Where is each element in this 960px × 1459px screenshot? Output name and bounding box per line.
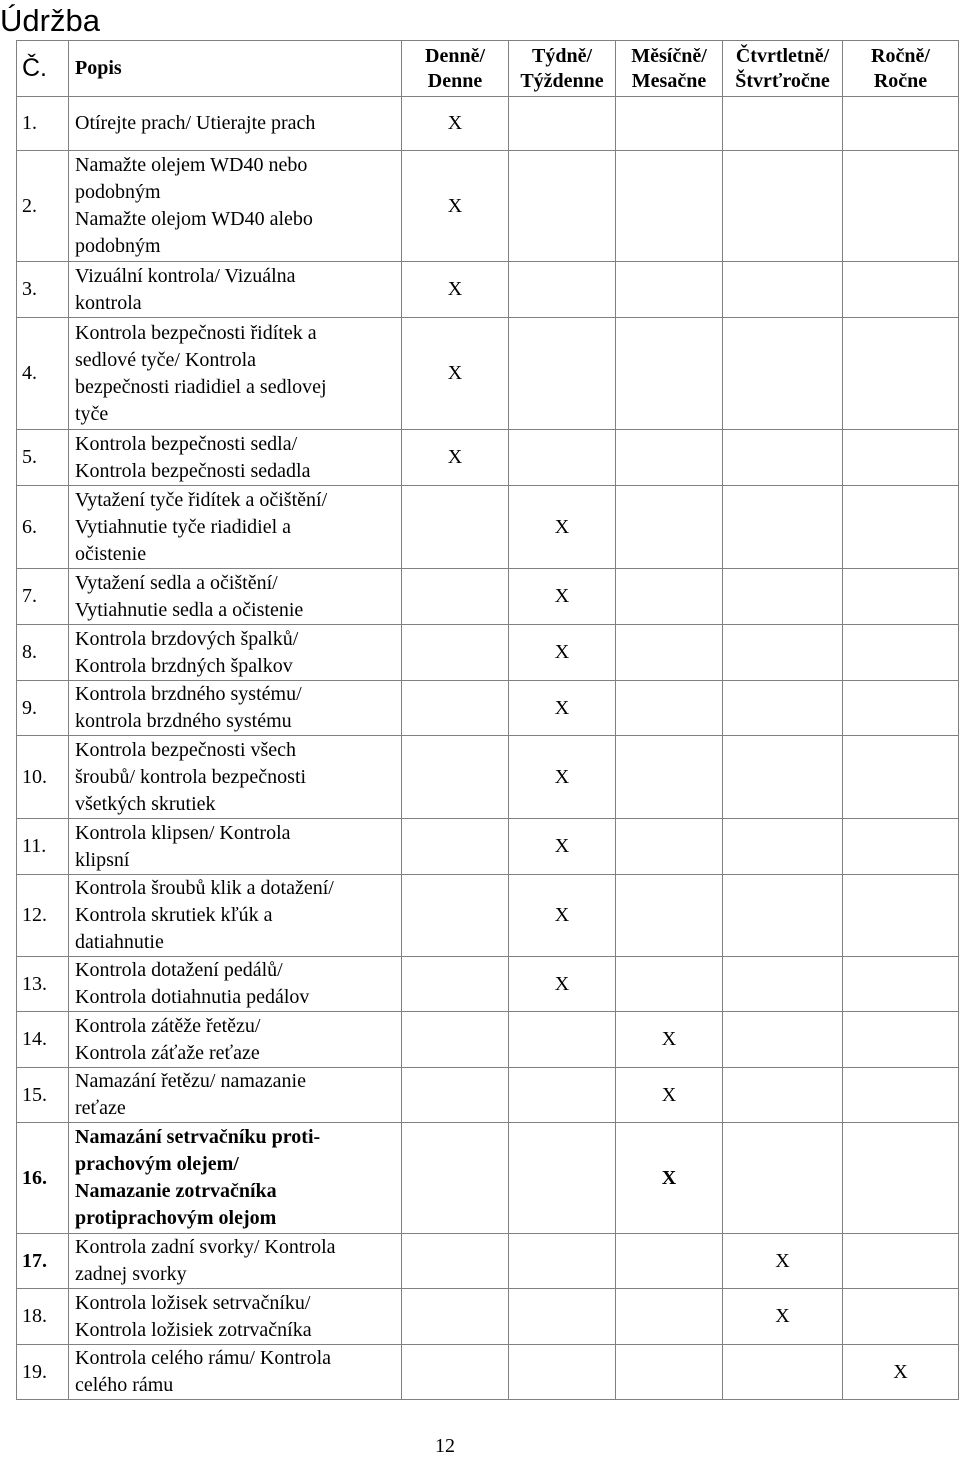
row-number: 13. <box>17 957 69 1012</box>
mark-weekly: X <box>509 957 616 1012</box>
row-description: Kontrola dotažení pedálů/ Kontrola dotiahnutia pedálov <box>69 957 402 1012</box>
row-description: Kontrola klipsen/ Kontrola klipsní <box>69 819 402 875</box>
row-number: 9. <box>17 681 69 736</box>
row-description: Kontrola ložisek setrvačníku/ Kontrola ložisiek zotrvačníka <box>69 1289 402 1345</box>
row-number: 17. <box>17 1234 69 1289</box>
mark-quarterly <box>723 681 843 736</box>
mark-daily <box>402 875 509 957</box>
row-description: Kontrola brzdného systému/ kontrola brzdného systému <box>69 681 402 736</box>
mark-quarterly <box>723 430 843 486</box>
mark-weekly <box>509 1345 616 1400</box>
mark-quarterly <box>723 1012 843 1068</box>
mark-quarterly <box>723 875 843 957</box>
table-row <box>17 681 959 736</box>
mark-monthly <box>616 97 723 151</box>
row-description: Kontrola bezpečnosti sedla/ Kontrola bezpečnosti sedadla <box>69 430 402 486</box>
mark-monthly <box>616 681 723 736</box>
table-row <box>17 151 959 262</box>
mark-daily <box>402 486 509 569</box>
mark-monthly: X <box>616 1012 723 1068</box>
mark-daily <box>402 736 509 819</box>
mark-yearly <box>843 1234 959 1289</box>
table-row <box>17 1234 959 1289</box>
mark-quarterly <box>723 318 843 430</box>
mark-yearly <box>843 1068 959 1123</box>
mark-yearly <box>843 318 959 430</box>
mark-daily <box>402 1345 509 1400</box>
mark-daily <box>402 569 509 625</box>
header-yearly: Ročně/ Ročne <box>843 41 959 97</box>
row-number: 16. <box>17 1123 69 1234</box>
mark-daily <box>402 625 509 681</box>
mark-weekly <box>509 1289 616 1345</box>
mark-monthly <box>616 430 723 486</box>
mark-monthly <box>616 569 723 625</box>
mark-daily: X <box>402 318 509 430</box>
mark-weekly: X <box>509 486 616 569</box>
mark-weekly: X <box>509 569 616 625</box>
table-row <box>17 1123 959 1234</box>
mark-quarterly <box>723 957 843 1012</box>
mark-monthly <box>616 486 723 569</box>
mark-yearly <box>843 1012 959 1068</box>
table-row <box>17 875 959 957</box>
mark-monthly <box>616 262 723 318</box>
row-number: 2. <box>17 151 69 262</box>
mark-daily <box>402 819 509 875</box>
table-row <box>17 1012 959 1068</box>
mark-quarterly <box>723 151 843 262</box>
mark-weekly: X <box>509 625 616 681</box>
page-title: Údržba <box>0 3 100 38</box>
mark-quarterly: X <box>723 1289 843 1345</box>
row-number: 4. <box>17 318 69 430</box>
header-quarterly: Čtvrtletně/ Štvrťročne <box>723 41 843 97</box>
row-number: 8. <box>17 625 69 681</box>
mark-quarterly <box>723 569 843 625</box>
mark-monthly <box>616 1234 723 1289</box>
mark-quarterly <box>723 819 843 875</box>
row-number: 14. <box>17 1012 69 1068</box>
table-row <box>17 819 959 875</box>
table-body <box>17 97 959 1400</box>
mark-weekly <box>509 151 616 262</box>
row-number: 6. <box>17 486 69 569</box>
mark-weekly <box>509 318 616 430</box>
row-number: 3. <box>17 262 69 318</box>
mark-weekly <box>509 262 616 318</box>
mark-monthly: X <box>616 1123 723 1234</box>
row-description: Namazání řetězu/ namazanie reťaze <box>69 1068 402 1123</box>
mark-monthly <box>616 151 723 262</box>
table-row <box>17 430 959 486</box>
mark-monthly <box>616 957 723 1012</box>
mark-yearly <box>843 1123 959 1234</box>
row-description: Otírejte prach/ Utierajte prach <box>69 97 402 151</box>
mark-yearly <box>843 430 959 486</box>
mark-weekly <box>509 1123 616 1234</box>
header-daily: Denně/ Denne <box>402 41 509 97</box>
table-row <box>17 1345 959 1400</box>
maintenance-table <box>16 40 959 1400</box>
mark-monthly <box>616 736 723 819</box>
mark-monthly <box>616 625 723 681</box>
mark-weekly <box>509 430 616 486</box>
mark-quarterly <box>723 1123 843 1234</box>
row-description: Kontrola zátěže řetězu/ Kontrola záťaže reťaze <box>69 1012 402 1068</box>
row-number: 11. <box>17 819 69 875</box>
table-row <box>17 736 959 819</box>
table-row <box>17 1289 959 1345</box>
row-number: 7. <box>17 569 69 625</box>
row-number: 10. <box>17 736 69 819</box>
row-description: Kontrola zadní svorky/ Kontrola zadnej svorky <box>69 1234 402 1289</box>
row-description: Kontrola brzdových špalků/ Kontrola brzdných špalkov <box>69 625 402 681</box>
table-row <box>17 262 959 318</box>
mark-weekly <box>509 1234 616 1289</box>
mark-weekly <box>509 1068 616 1123</box>
mark-weekly: X <box>509 819 616 875</box>
row-description: Kontrola celého rámu/ Kontrola celého rámu <box>69 1345 402 1400</box>
row-description: Vytažení sedla a očištění/ Vytiahnutie sedla a očistenie <box>69 569 402 625</box>
row-number: 19. <box>17 1345 69 1400</box>
mark-quarterly <box>723 1345 843 1400</box>
table-row <box>17 957 959 1012</box>
mark-yearly <box>843 625 959 681</box>
mark-yearly <box>843 957 959 1012</box>
mark-monthly <box>616 318 723 430</box>
mark-quarterly <box>723 262 843 318</box>
row-number: 12. <box>17 875 69 957</box>
mark-daily: X <box>402 430 509 486</box>
row-description: Namazání setrvačníku proti- prachovým olejem/ Namazanie zotrvačníka protiprachovým olejom <box>69 1123 402 1234</box>
mark-monthly <box>616 875 723 957</box>
mark-weekly: X <box>509 681 616 736</box>
mark-yearly <box>843 681 959 736</box>
mark-weekly: X <box>509 736 616 819</box>
mark-yearly <box>843 569 959 625</box>
header-row <box>17 41 959 97</box>
page-number: 12 <box>435 1435 455 1457</box>
mark-yearly <box>843 875 959 957</box>
mark-weekly <box>509 1012 616 1068</box>
mark-yearly <box>843 486 959 569</box>
mark-monthly <box>616 1345 723 1400</box>
row-description: Kontrola bezpečnosti řidítek a sedlové tyče/ Kontrola bezpečnosti riadidiel a sedlovej tyče <box>69 318 402 430</box>
header-description: Popis <box>69 41 402 97</box>
table-row <box>17 1068 959 1123</box>
table-row <box>17 486 959 569</box>
mark-daily: X <box>402 262 509 318</box>
mark-daily: X <box>402 151 509 262</box>
mark-quarterly: X <box>723 1234 843 1289</box>
mark-yearly <box>843 151 959 262</box>
mark-yearly <box>843 97 959 151</box>
header-monthly: Měsíčně/ Mesačne <box>616 41 723 97</box>
mark-weekly: X <box>509 875 616 957</box>
mark-weekly <box>509 97 616 151</box>
mark-daily <box>402 957 509 1012</box>
header-number: Č. <box>17 41 69 97</box>
mark-monthly: X <box>616 1068 723 1123</box>
header-weekly: Týdně/ Týždenne <box>509 41 616 97</box>
table-row <box>17 569 959 625</box>
table-row <box>17 97 959 151</box>
mark-yearly: X <box>843 1345 959 1400</box>
mark-monthly <box>616 819 723 875</box>
mark-yearly <box>843 819 959 875</box>
table-row <box>17 625 959 681</box>
mark-daily: X <box>402 97 509 151</box>
row-number: 5. <box>17 430 69 486</box>
mark-quarterly <box>723 486 843 569</box>
mark-daily <box>402 1234 509 1289</box>
mark-quarterly <box>723 625 843 681</box>
row-description: Namažte olejem WD40 nebo podobným Namažte olejom WD40 alebo podobným <box>69 151 402 262</box>
mark-daily <box>402 1012 509 1068</box>
mark-daily <box>402 1068 509 1123</box>
mark-quarterly <box>723 97 843 151</box>
row-description: Vizuální kontrola/ Vizuálna kontrola <box>69 262 402 318</box>
mark-monthly <box>616 1289 723 1345</box>
row-number: 1. <box>17 97 69 151</box>
row-description: Kontrola bezpečnosti všech šroubů/ kontrola bezpečnosti všetkých skrutiek <box>69 736 402 819</box>
mark-yearly <box>843 736 959 819</box>
mark-daily <box>402 681 509 736</box>
mark-daily <box>402 1289 509 1345</box>
mark-yearly <box>843 262 959 318</box>
mark-yearly <box>843 1289 959 1345</box>
row-description: Kontrola šroubů klik a dotažení/ Kontrola skrutiek kľúk a datiahnutie <box>69 875 402 957</box>
mark-quarterly <box>723 1068 843 1123</box>
table-row <box>17 318 959 430</box>
row-description: Vytažení tyče řidítek a očištění/ Vytiahnutie tyče riadidiel a očistenie <box>69 486 402 569</box>
mark-daily <box>402 1123 509 1234</box>
mark-quarterly <box>723 736 843 819</box>
row-number: 15. <box>17 1068 69 1123</box>
row-number: 18. <box>17 1289 69 1345</box>
